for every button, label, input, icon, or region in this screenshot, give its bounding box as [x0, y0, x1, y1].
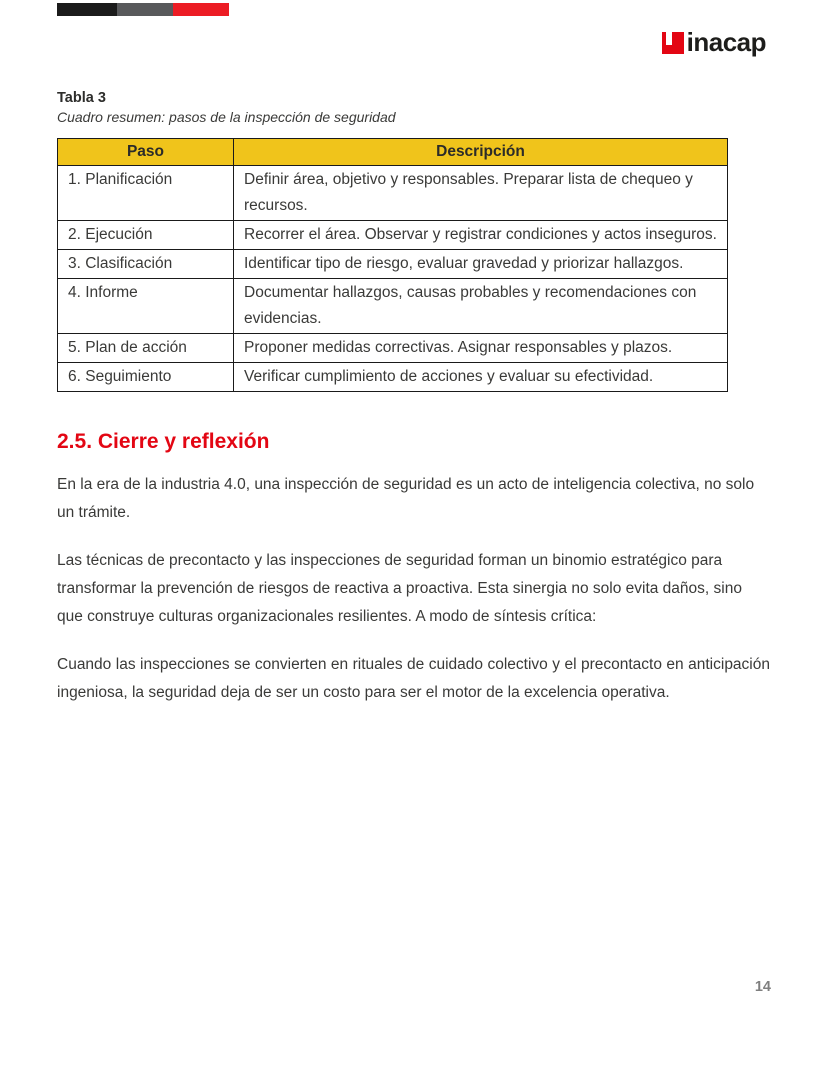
- paragraph: Cuando las inspecciones se convierten en rituales de cuidado colectivo y el precontacto en anticipación ingeniosa, la seguridad deja de ser un costo para ser el motor de la excelencia operativa.: [57, 656, 770, 701]
- bar-red: [173, 3, 229, 16]
- table-row: [58, 334, 728, 363]
- inacap-logo-icon: [662, 32, 684, 54]
- table-cell-paso: 5. Plan de acción: [58, 334, 234, 363]
- table-cell-descripcion: Identificar tipo de riesgo, evaluar gravedad y priorizar hallazgos.: [234, 250, 728, 279]
- section-title: 2.5. Cierre y reflexión: [57, 430, 270, 453]
- table-row: [58, 279, 728, 334]
- page-content: [57, 90, 770, 727]
- table-cell-descripcion: Verificar cumplimiento de acciones y evaluar su efectividad.: [234, 363, 728, 392]
- table-row: [58, 250, 728, 279]
- header-color-bars: [57, 3, 229, 16]
- inspection-steps-table: [57, 138, 728, 392]
- column-header-paso: Paso: [58, 139, 234, 166]
- table-row: [58, 221, 728, 250]
- inacap-logo-text: inacap: [686, 27, 766, 57]
- table-cell-descripcion: Documentar hallazgos, causas probables y recomendaciones con evidencias.: [234, 279, 728, 334]
- table-label: Tabla 3: [57, 90, 106, 106]
- table-cell-descripcion: Proponer medidas correctivas. Asignar responsables y plazos.: [234, 334, 728, 363]
- table-caption: Cuadro resumen: pasos de la inspección de seguridad: [57, 109, 396, 125]
- bar-black: [57, 3, 117, 16]
- table-cell-paso: 4. Informe: [58, 279, 234, 334]
- table-header-row: [58, 139, 728, 166]
- table-row: [58, 166, 728, 221]
- table-cell-paso: 3. Clasificación: [58, 250, 234, 279]
- table-cell-paso: 2. Ejecución: [58, 221, 234, 250]
- table-cell-paso: 1. Planificación: [58, 166, 234, 221]
- table-cell-descripcion: Recorrer el área. Observar y registrar condiciones y actos inseguros.: [234, 221, 728, 250]
- paragraph: En la era de la industria 4.0, una inspección de seguridad es un acto de inteligencia colectiva, no solo un trámite.: [57, 476, 755, 521]
- bar-gray: [117, 3, 173, 16]
- column-header-descripcion: Descripción: [234, 139, 728, 166]
- page-number: 14: [754, 979, 771, 995]
- table-cell-paso: 6. Seguimiento: [58, 363, 234, 392]
- table-row: [58, 363, 728, 392]
- paragraph: Las técnicas de precontacto y las inspecciones de seguridad forman un binomio estratégico para transformar la prevención de riesgos de reactiva a proactiva. Esta sinergia no solo evita daños, sino que construye culturas organizacionales resilientes. A modo de síntesis crítica:: [57, 552, 742, 625]
- inacap-logo: [662, 27, 766, 58]
- table-cell-descripcion: Definir área, objetivo y responsables. Preparar lista de chequeo y recursos.: [234, 166, 728, 221]
